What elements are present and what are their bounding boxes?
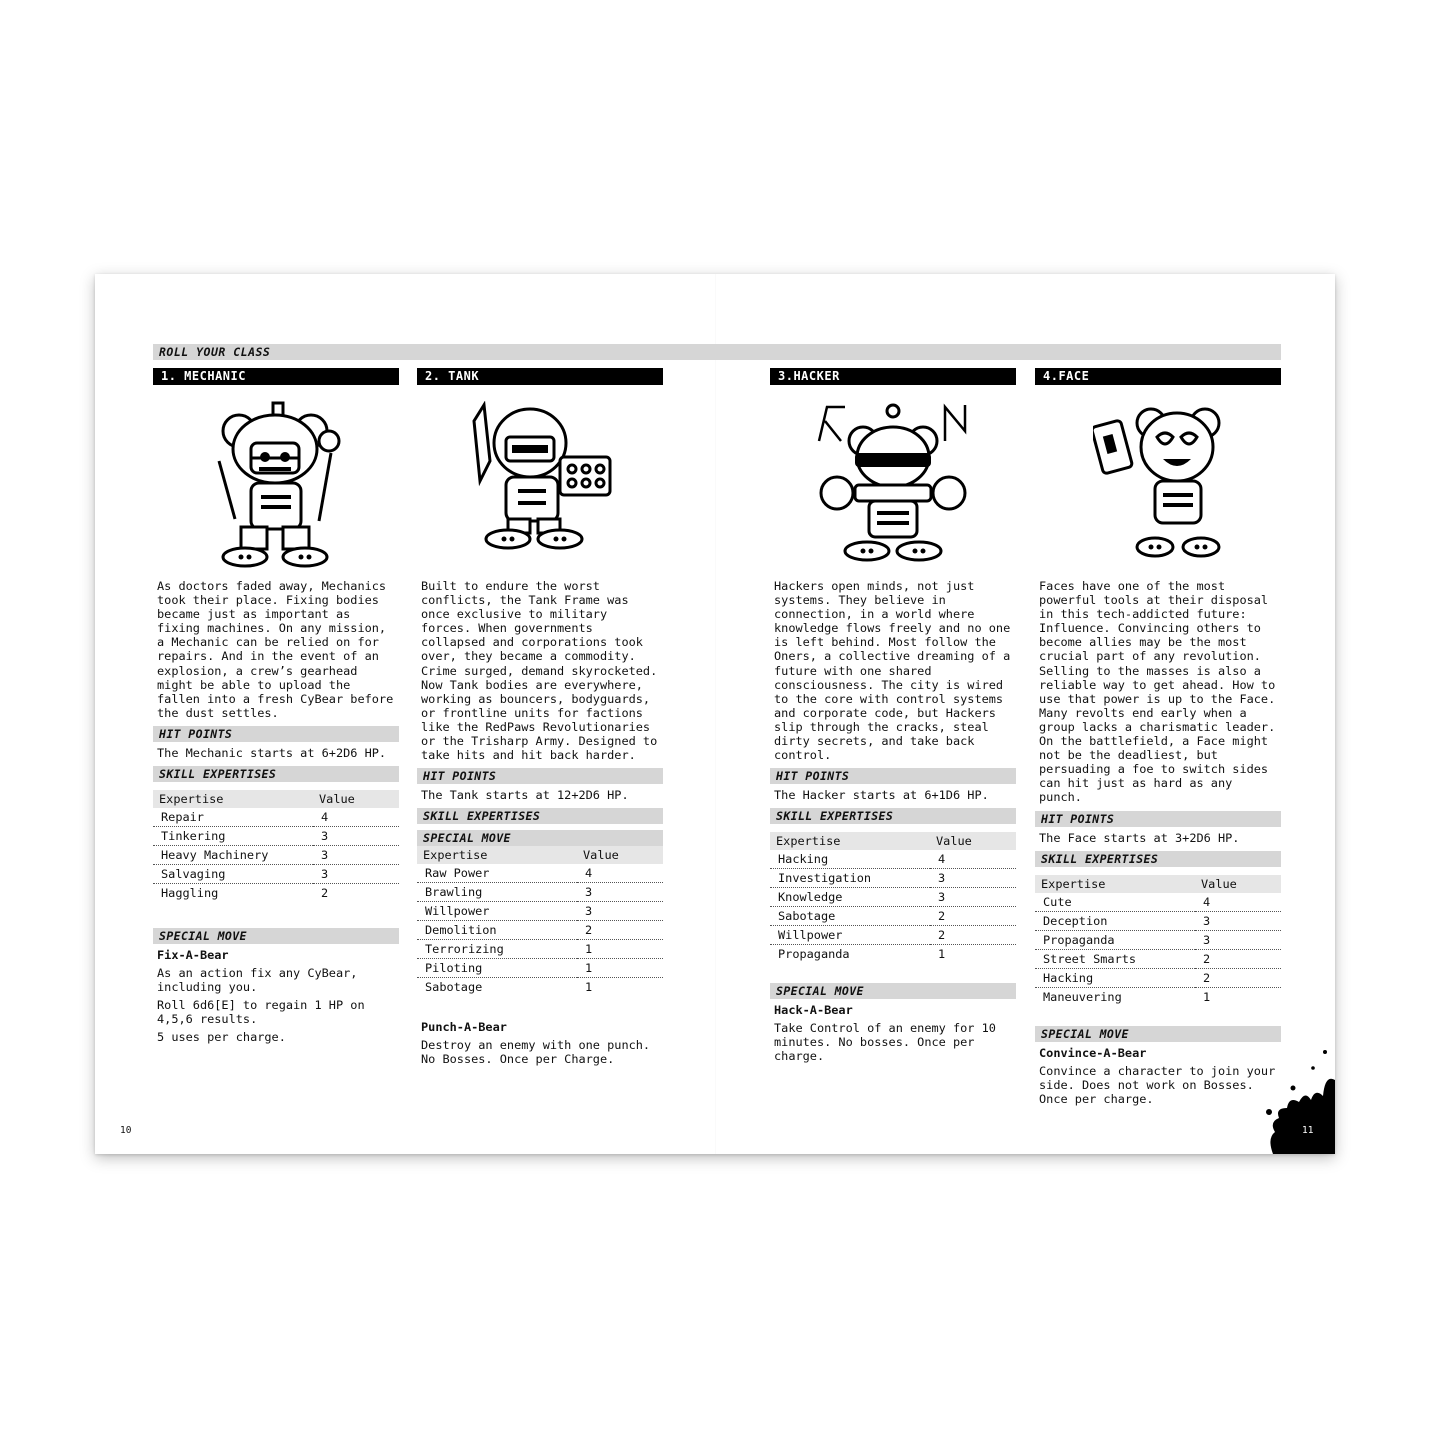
- skill-value: 3: [577, 883, 663, 902]
- skill-value: 2: [1195, 968, 1281, 987]
- table-row: [417, 864, 663, 883]
- hit-points-heading: HIT POINTS: [417, 768, 663, 784]
- skill-name: Piloting: [417, 959, 577, 978]
- skill-table: [417, 846, 663, 996]
- skill-name: Knowledge: [770, 888, 930, 907]
- table-row: [153, 808, 399, 827]
- table-row: [770, 869, 1016, 888]
- skill-name: Sabotage: [425, 980, 483, 995]
- skill-name: Demolition: [417, 921, 577, 940]
- skill-name: Sabotage: [770, 907, 930, 926]
- special-move-heading: SPECIAL MOVE: [153, 928, 399, 944]
- table-row: [153, 826, 399, 845]
- class-description: Built to endure the worst conflicts, the Tank Frame was once exclusive to military forces. When governments collapsed and corporations took over, they became a commodity. Crime surged, demand skyrocketed. Now Tank bodies are everywhere, working as bouncers, bodyguards, or frontline units for factions like the RedPaws Revolutionaries or the Trisharp Army. Designed to take hits and hit back harder.: [421, 579, 658, 763]
- table-row: [770, 850, 1016, 869]
- skill-value: 3: [577, 902, 663, 921]
- special-move-text: Destroy an enemy with one punch. No Bosses. Once per Charge.: [421, 1038, 651, 1067]
- table-row: [770, 945, 1016, 964]
- skill-value: 3: [1195, 930, 1281, 949]
- skill-value: 1: [585, 980, 593, 995]
- table-row: [153, 864, 399, 883]
- skill-value: 2: [930, 926, 1016, 945]
- skill-name: Street Smarts: [1035, 949, 1195, 968]
- expertise-column-header: Expertise: [770, 832, 930, 850]
- hit-points-text: The Tank starts at 12+2D6 HP.: [421, 788, 629, 803]
- skill-name: Propaganda: [1035, 930, 1195, 949]
- hit-points-heading: HIT POINTS: [770, 768, 1016, 784]
- class-column-tank: [417, 368, 663, 1068]
- hit-points-text: The Mechanic starts at 6+2D6 HP.: [157, 745, 387, 760]
- skill-value: 1: [577, 959, 663, 978]
- table-row: [770, 926, 1016, 945]
- skill-name: Haggling: [161, 885, 219, 900]
- table-row: [1035, 911, 1281, 930]
- skill-value: 4: [577, 864, 663, 883]
- class-title: 4.FACE: [1035, 368, 1281, 385]
- hacker-bear-illustration: [770, 385, 1016, 579]
- value-column-header: Value: [577, 846, 663, 864]
- skill-value: 1: [938, 947, 946, 962]
- skill-name: Repair: [153, 808, 313, 827]
- hit-points-heading: HIT POINTS: [1035, 811, 1281, 827]
- tank-bear-illustration: [417, 385, 663, 579]
- value-column-header: Value: [313, 790, 399, 808]
- skill-name: Hacking: [770, 850, 930, 869]
- face-bear-illustration: [1035, 385, 1281, 579]
- page-number-left: 10: [120, 1125, 132, 1136]
- table-header-row: [1035, 875, 1281, 893]
- table-row: [770, 888, 1016, 907]
- table-header-row: [153, 790, 399, 808]
- skill-table: [1035, 875, 1281, 1006]
- special-move-name: Punch-A-Bear: [421, 1020, 507, 1035]
- skill-expertises-heading: SKILL EXPERTISES: [417, 808, 663, 824]
- class-column-mechanic: [153, 368, 399, 1046]
- table-row: [417, 902, 663, 921]
- table-row: [1035, 893, 1281, 912]
- skill-name: Brawling: [417, 883, 577, 902]
- skill-name: Heavy Machinery: [153, 845, 313, 864]
- skill-value: 2: [577, 921, 663, 940]
- hit-points-text: The Hacker starts at 6+1D6 HP.: [774, 788, 989, 803]
- skill-table: [770, 832, 1016, 963]
- table-row: [1035, 968, 1281, 987]
- expertise-column-header: Expertise: [153, 790, 313, 808]
- table-row: [1035, 930, 1281, 949]
- special-move-name: Hack-A-Bear: [774, 1003, 853, 1018]
- skill-name: Maneuvering: [1043, 989, 1122, 1004]
- expertise-column-header: Expertise: [417, 846, 577, 864]
- special-move-text: As an action fix any CyBear, including you.: [157, 965, 358, 994]
- table-row: [1035, 949, 1281, 968]
- skill-value: 2: [1195, 949, 1281, 968]
- skill-value: 4: [313, 808, 399, 827]
- class-column-hacker: [770, 368, 1016, 1065]
- ink-splat-decoration: [1265, 1034, 1335, 1154]
- special-move-subheading: SPECIAL MOVE: [417, 830, 663, 846]
- skill-name: Salvaging: [153, 864, 313, 883]
- section-title: ROLL YOUR CLASS: [153, 344, 1281, 360]
- class-description: Faces have one of the most powerful tools at their disposal in this tech-addicted future: Influence. Convincing others to become allies may be the most crucial part of any revolution. Selling to the masses is also a reliable way to get ahead. How to use that power is up to the Face. Many revolts end early when a group lacks a charismatic leader. On the battlefield, a Face might not be the deadliest, but persuading a foe to switch sides can hit just as hard as any punch.: [1039, 579, 1276, 805]
- skill-name: Terrorizing: [417, 940, 577, 959]
- skill-table: [153, 790, 399, 902]
- skill-name: Cute: [1035, 893, 1195, 912]
- skill-value: 3: [313, 826, 399, 845]
- special-move-text: 5 uses per charge.: [157, 1029, 286, 1044]
- class-description: Hackers open minds, not just systems. They believe in connection, in a world where knowledge flows freely and no one is left behind. Most follow the Oners, a collective dreaming of a future with one shared consciousness. The city is wired to the core with control systems and corporate code, but Hackers slip through the cracks, steal dirty secrets, and take back control.: [774, 579, 1011, 763]
- skill-name: Deception: [1035, 911, 1195, 930]
- table-row: [153, 845, 399, 864]
- skill-value: 3: [1195, 911, 1281, 930]
- skill-name: Willpower: [770, 926, 930, 945]
- skill-name: Raw Power: [417, 864, 577, 883]
- skill-value: 3: [313, 845, 399, 864]
- skill-name: Willpower: [417, 902, 577, 921]
- skill-expertises-heading: SKILL EXPERTISES: [153, 766, 399, 782]
- book-spread: [95, 274, 1335, 1154]
- skill-expertises-heading: SKILL EXPERTISES: [770, 808, 1016, 824]
- expertise-column-header: Expertise: [1035, 875, 1195, 893]
- table-row: [770, 907, 1016, 926]
- class-title: 2. TANK: [417, 368, 663, 385]
- skill-value: 1: [1203, 989, 1211, 1004]
- class-column-face: [1035, 368, 1281, 1108]
- skill-value: 4: [930, 850, 1016, 869]
- skill-name: Investigation: [770, 869, 930, 888]
- table-header-row: [770, 832, 1016, 850]
- special-move-heading: SPECIAL MOVE: [770, 983, 1016, 999]
- table-row: [417, 883, 663, 902]
- table-row: [417, 940, 663, 959]
- table-row: [1035, 987, 1281, 1006]
- special-move-heading: SPECIAL MOVE: [1035, 1026, 1281, 1042]
- class-title: 3.HACKER: [770, 368, 1016, 385]
- skill-value: 3: [930, 888, 1016, 907]
- skill-value: 1: [577, 940, 663, 959]
- page-number-right: 11: [1302, 1125, 1314, 1136]
- value-column-header: Value: [1195, 875, 1281, 893]
- hit-points-text: The Face starts at 3+2D6 HP.: [1039, 830, 1240, 845]
- skill-value: 3: [930, 869, 1016, 888]
- special-move-text: Roll 6d6[E] to regain 1 HP on 4,5,6 results.: [157, 997, 365, 1026]
- skill-value: 2: [930, 907, 1016, 926]
- table-row: [153, 883, 399, 902]
- special-move-text: Convince a character to join your side. Does not work on Bosses. Once per charge.: [1039, 1063, 1276, 1106]
- skill-value: 2: [321, 885, 329, 900]
- page-gutter: [715, 274, 716, 1154]
- skill-expertises-heading: SKILL EXPERTISES: [1035, 851, 1281, 867]
- table-header-row: [417, 846, 663, 864]
- value-column-header: Value: [930, 832, 1016, 850]
- class-description: As doctors faded away, Mechanics took their place. Fixing bodies became just as important as fixing machines. On any mission, a Mechanic can be relied on for repairs. And in the event of an explosion, a crew’s gearhead might be able to upload the fallen into a fresh CyBear before the dust settles.: [157, 579, 394, 720]
- special-move-text: Take Control of an enemy for 10 minutes. No bosses. Once per charge.: [774, 1021, 996, 1064]
- special-move-name: Fix-A-Bear: [157, 947, 229, 962]
- mechanic-bear-illustration: [153, 385, 399, 579]
- table-row: [417, 959, 663, 978]
- class-title: 1. MECHANIC: [153, 368, 399, 385]
- skill-name: Tinkering: [153, 826, 313, 845]
- skill-value: 4: [1195, 893, 1281, 912]
- skill-name: Propaganda: [778, 947, 850, 962]
- table-row: [417, 978, 663, 997]
- skill-value: 3: [313, 864, 399, 883]
- table-row: [417, 921, 663, 940]
- special-move-name: Convince-A-Bear: [1039, 1045, 1147, 1060]
- skill-name: Hacking: [1035, 968, 1195, 987]
- hit-points-heading: HIT POINTS: [153, 726, 399, 742]
